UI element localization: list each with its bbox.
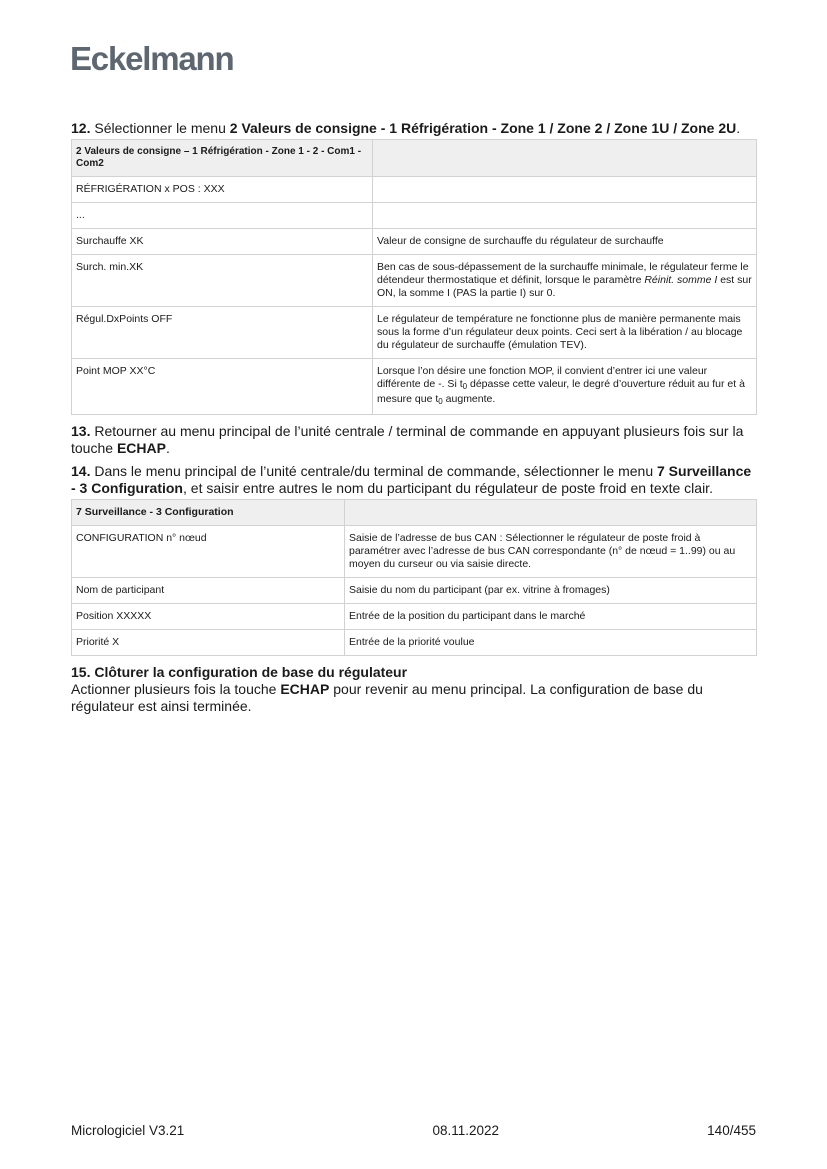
table-row: CONFIGURATION n° nœud Saisie de l’adresse de bus CAN : Sélectionner le régulateur de poste froid à paramétrer avec l’adresse de bus CAN correspondante (n° de nœud = 1..99) ou au moyen du curseur ou via saisie directe. (72, 526, 757, 578)
table-row: RÉFRIGÉRATION x POS : XXX (72, 177, 757, 203)
table-row: Point MOP XX°C Lorsque l’on désire une fonction MOP, il convient d’entrer ici une valeur différente de -. Si $t_0$ dépasse cette valeur, le degré d’ouverture réduit au fur et à mesure que $t_0$ augmente. (72, 359, 757, 415)
table-row: Surch. min.XK Ben cas de sous-dépassement de la surchauffe minimale, le régulateur ferme le détendeur thermostatique et définit, lorsque le paramètre Réinit. somme I est sur ON, la somme I (PAS la partie I) sur 0. (72, 255, 757, 307)
footer-page-number: 140/455 (707, 1123, 756, 1138)
table-row: Priorité X Entrée de la priorité voulue (72, 630, 757, 656)
table-row: Surchauffe XK Valeur de consigne de surchauffe du régulateur de surchauffe (72, 229, 757, 255)
page-footer (71, 1123, 756, 1138)
table-row: Régul.DxPoints OFF Le régulateur de température ne fonctionne plus de manière permanente mais sous la forme d’un régulateur deux points. Ceci sert à la libération / au blocage du régulateur de surchauffe (émulation TEV). (72, 307, 757, 359)
setpoint-table (71, 139, 757, 415)
step-14: 14. Dans le menu principal de l’unité centrale/du terminal de commande, sélectionner le menu 7 Surveillance - 3 Configuration, et saisir entre autres le nom du participant du régulateur de poste froid en texte clair. (71, 463, 752, 496)
surveillance-table (71, 499, 757, 656)
table-header-row: 2 Valeurs de consigne – 1 Réfrigération - Zone 1 - 2 - Com1 - Com2 (72, 140, 757, 177)
step-13: 13. Retourner au menu principal de l’unité centrale / terminal de commande en appuyant plusieurs fois sur la touche ECHAP. (71, 423, 744, 456)
table-row: ... (72, 203, 757, 229)
section-heading: 15. Clôturer la configuration de base du régulateur (71, 664, 408, 680)
footer-firmware: Micrologiciel V3.21 (71, 1123, 185, 1138)
step-15: 15. Clôturer la configuration de base du régulateur Actionner plusieurs fois la touche ECHAP pour revenir au menu principal. La configuration de base du régulateur est ainsi terminée. (71, 664, 703, 714)
page-content (71, 120, 756, 715)
eckelmann-logo: Eckelmann (70, 40, 234, 77)
table-row: Position XXXXX Entrée de la position du participant dans le marché (72, 604, 757, 630)
footer-date: 08.11.2022 (432, 1123, 500, 1138)
table-row: Nom de participant Saisie du nom du participant (par ex. vitrine à fromages) (72, 578, 757, 604)
step-12: 12. Sélectionner le menu 2 Valeurs de consigne - 1 Réfrigération - Zone 1 / Zone 2 / Zone 1U / Zone 2U. (71, 120, 741, 136)
table-header-row: 7 Surveillance - 3 Configuration (72, 500, 757, 526)
